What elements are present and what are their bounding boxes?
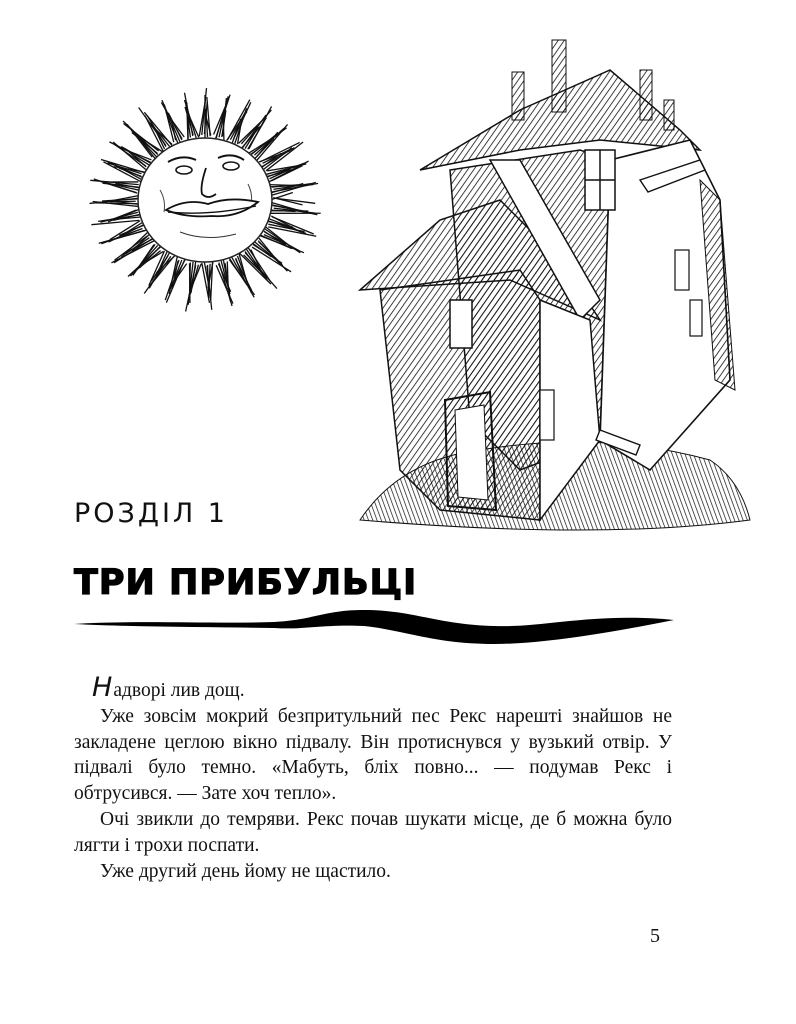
paragraph-4: Уже другий день йому не щастило.: [100, 860, 391, 882]
drop-cap: Н: [92, 672, 113, 703]
crooked-house-icon: [360, 40, 750, 530]
chapter-label: РОЗДІЛ 1: [74, 498, 228, 529]
page-number: 5: [650, 925, 660, 947]
paragraph-2: Уже зовсім мокрий безпритульний пес Рекс нарешті знайшов не закладене цеглою вікно підвалу. Він протиснувся у вузький отвір. У підвалі було темно. «Мабуть, бліх повно... — подумав Рекс і обтрусився. — Зате хоч тепло».: [74, 705, 672, 805]
paragraph-1-text: адворі лив дощ.: [113, 680, 245, 701]
paragraph-3: Очі звикли до темряви. Рекс почав шукати місце, де б можна було лягти і трохи поспати.: [74, 808, 672, 856]
chapter-title: ТРИ ПРИБУЛЬЦІ: [74, 563, 418, 603]
body-text: [74, 672, 672, 884]
paragraph-1: [74, 672, 672, 704]
wave-divider: [74, 600, 674, 652]
hairy-sun-face-icon: [90, 88, 321, 311]
